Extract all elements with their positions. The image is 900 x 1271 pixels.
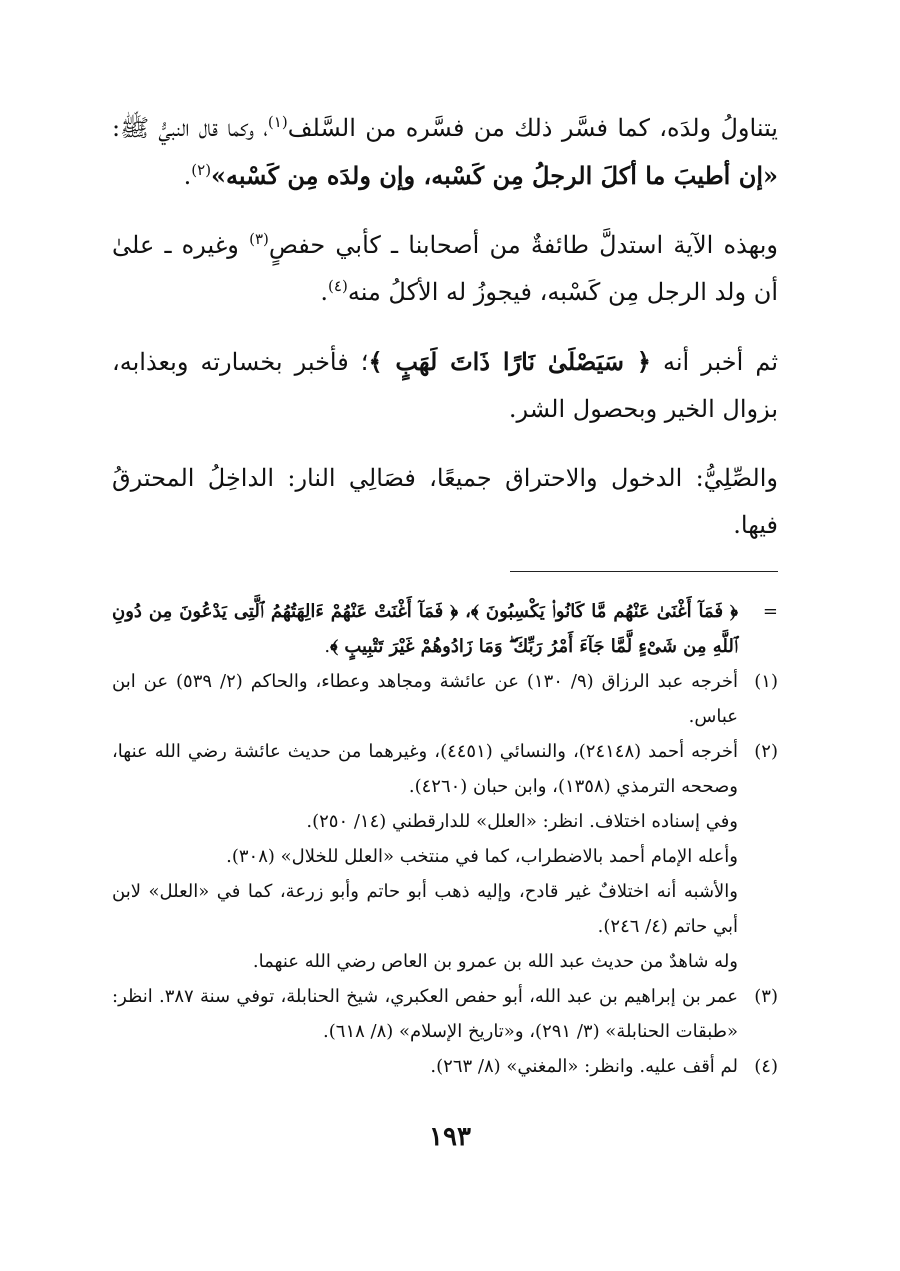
p2-end: . [320, 278, 329, 306]
footnote-4 [112, 1049, 778, 1084]
footnote-4-number: (٤) [754, 1056, 778, 1077]
paragraph-2 [112, 222, 778, 316]
quran-verse: ﴿ سَيَصْلَىٰ نَارًا ذَاتَ لَهَبٍ ﴾ [368, 347, 651, 376]
footnote-2-number: (٢) [754, 741, 778, 762]
footnote-2-line-4: والأشبه أنه اختلافٌ غير قادح، وإليه ذهب أبو حاتم وأبو زرعة، كما في «العلل» لابن أبي حاتم (٤/ ٢٤٦). [112, 881, 738, 937]
footnotes [112, 594, 778, 1084]
footnote-continuation [112, 594, 778, 664]
footnote-ref-4[interactable]: (٤) [328, 277, 348, 295]
p1-text-b: ، وكما قال النبيُّ ﷺ: [112, 114, 268, 142]
footnote-divider [510, 571, 778, 572]
hadith-quote: «إن أطيبَ ما أكلَ الرجلُ مِن كَسْبه، وإن ولدَه مِن كَسْبه» [211, 161, 778, 190]
footnote-3 [112, 979, 778, 1049]
footnote-2-line-3: وأعله الإمام أحمد بالاضطراب، كما في منتخب «العلل للخلال» (٣٠٨). [226, 846, 738, 867]
p2-text: وبهذه الآية استدلَّ طائفةٌ من أصحابنا ـ كأبي حفصٍ [268, 231, 778, 259]
continuation-quran: ﴿ فَمَآ أَغْنَىٰ عَنْهُم مَّا كَانُوا۟ يَكْسِبُونَ ﴾، ﴿ فَمَآ أَغْنَتْ عَنْهُمْ ءَالِهَتُهُمُ ٱلَّتِى يَدْعُونَ مِن دُونِ ٱللَّهِ مِن شَىْءٍ لَّمَّا جَآءَ أَمْرُ رَبِّكَ ۖ وَمَا زَادُوهُمْ غَيْرَ تَتْبِيبٍ ﴾ [112, 601, 738, 657]
footnote-3-number: (٣) [754, 986, 778, 1007]
main-text [112, 105, 778, 549]
p3-text: ثم أخبر أنه [650, 348, 779, 376]
paragraph-4: والصِّلِيُّ: الدخول والاحتراق جميعًا، فصَالِي النار: الداخِلُ المحترقُ فيها. [112, 464, 778, 539]
p2-text-b: وغيره ـ علىٰ أن ولد الرجل مِن كَسْبه، فيجوزُ له الأكلُ منه [112, 231, 778, 306]
continuation-marker: = [762, 601, 778, 622]
footnote-ref-2[interactable]: (٢) [191, 161, 212, 179]
paragraph-1 [112, 105, 778, 200]
paragraph-3 [112, 338, 778, 433]
footnote-ref-1[interactable]: (١) [267, 113, 288, 131]
footnote-1 [112, 664, 778, 734]
footnote-4-text: لم أقف عليه. وانظر: «المغني» (٨/ ٢٦٣). [430, 1056, 738, 1077]
p1-end: . [183, 162, 192, 190]
footnote-2-line-2: وفي إسناده اختلاف. انظر: «العلل» للدارقطني (١٤/ ٢٥٠). [306, 811, 738, 832]
footnote-1-text: أخرجه عبد الرزاق (٩/ ١٣٠) عن عائشة ومجاهد وعطاء، والحاكم (٢/ ٥٣٩) عن ابن عباس. [112, 671, 738, 727]
continuation-end: . [324, 636, 331, 657]
footnote-ref-3[interactable]: (٣) [249, 230, 269, 248]
footnote-3-text: عمر بن إبراهيم بن عبد الله، أبو حفص العكبري، شيخ الحنابلة، توفي سنة ٣٨٧. انظر: «طبقات الحنابلة» (٣/ ٢٩١)، و«تاريخ الإسلام» (٨/ ٦١٨). [112, 986, 738, 1042]
footnote-2-line-5: وله شاهدٌ من حديث عبد الله بن عمرو بن العاص رضي الله عنهما. [252, 951, 738, 972]
footnote-1-number: (١) [754, 671, 778, 692]
p1-text: يتناولُ ولدَه، كما فسَّر ذلك من فسَّره من السَّلف [287, 114, 778, 142]
page-number: ١٩٣ [429, 1122, 471, 1152]
footnote-2-text-1: أخرجه أحمد (٢٤١٤٨)، والنسائي (٤٤٥١)، وغيرهما من حديث عائشة رضي الله عنها، وصححه الترمذي (١٣٥٨)، وابن حبان (٤٢٦٠). [112, 741, 738, 797]
footnote-2 [112, 734, 778, 804]
p3-text-b: ؛ فأخبر بخسارته وبعذابه، بزوال الخير وبحصول الشر. [112, 348, 778, 423]
